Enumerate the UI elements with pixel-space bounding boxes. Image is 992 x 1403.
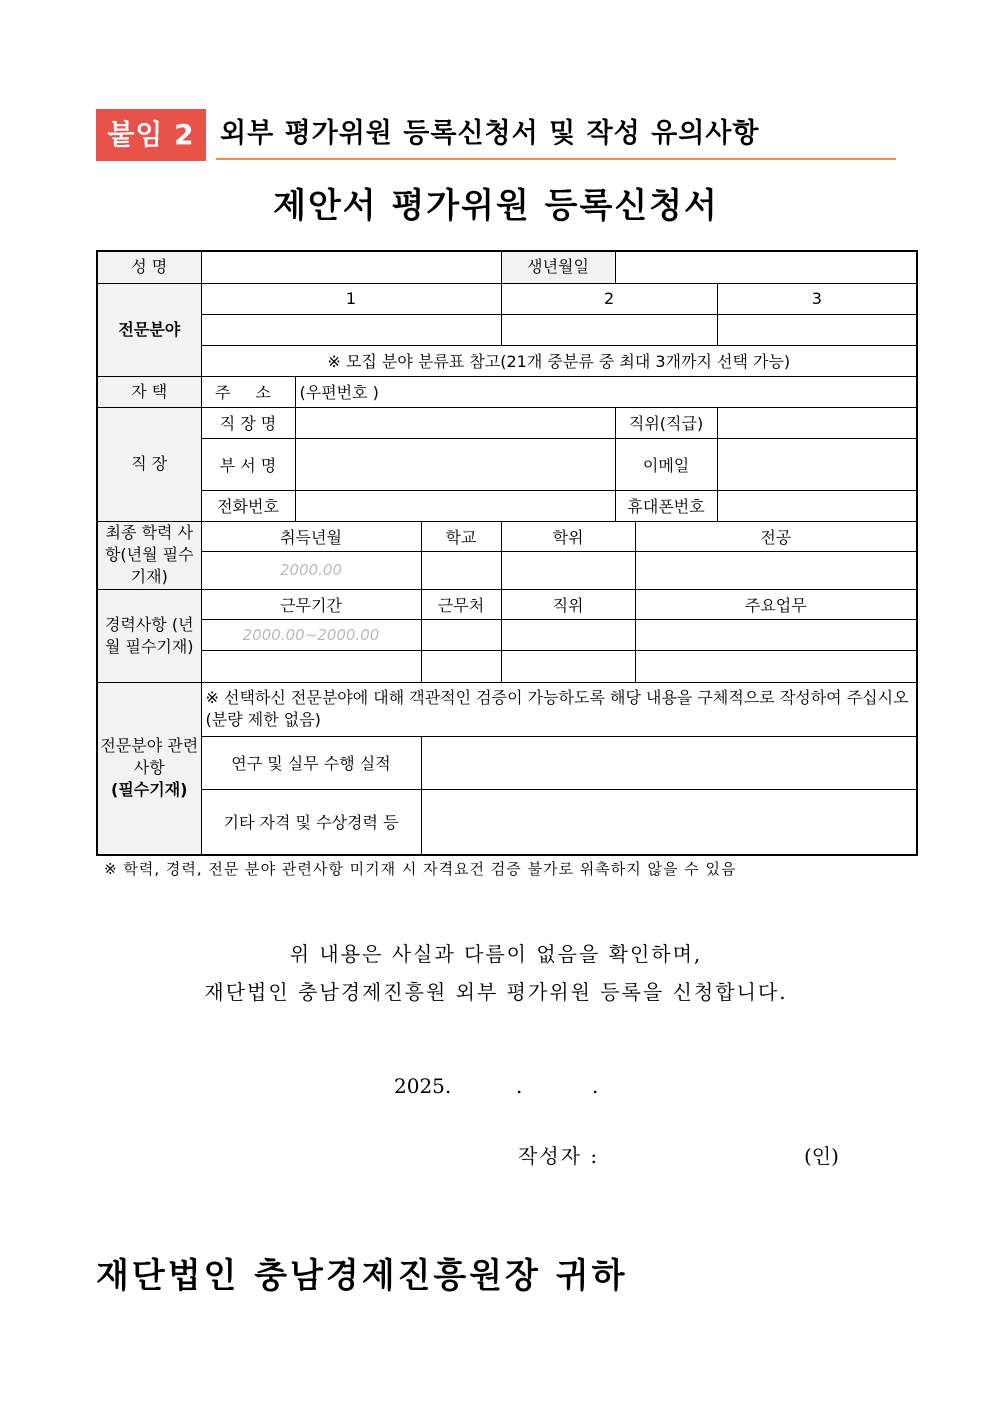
department-row (97, 438, 917, 490)
career-header-period: 근무기간 (201, 589, 421, 619)
specialty-col-3: 3 (717, 283, 917, 314)
career-company-field-2[interactable] (421, 650, 501, 682)
email-field[interactable] (717, 438, 917, 490)
home-row (97, 376, 917, 407)
phone-row (97, 490, 917, 521)
name-row (97, 251, 917, 283)
specialty-col-2: 2 (501, 283, 717, 314)
specialty-field-2[interactable] (501, 314, 717, 345)
career-period-field-2[interactable] (201, 650, 421, 682)
career-input-row-2 (97, 650, 917, 682)
research-field[interactable] (421, 736, 917, 789)
address-label: 주 소 (201, 376, 295, 407)
specialty-col-1: 1 (201, 283, 501, 314)
career-duty-field-1[interactable] (635, 619, 917, 650)
specialty-label: 전문분야 (97, 283, 201, 376)
career-label: 경력사항 (년월 필수기재) (97, 589, 201, 682)
work-label: 직 장 (97, 407, 201, 521)
date-separator-1: . (516, 1074, 523, 1098)
seal-label: (인) (804, 1144, 839, 1168)
phone-field[interactable] (295, 490, 615, 521)
author-label: 작성자 : (518, 1144, 600, 1168)
career-period-field-1[interactable]: 2000.00~2000.00 (201, 619, 421, 650)
mobile-label: 휴대폰번호 (615, 490, 717, 521)
position-field[interactable] (717, 407, 917, 438)
edu-header-school: 학교 (421, 521, 501, 551)
career-position-field-2[interactable] (501, 650, 635, 682)
registration-form-table (96, 250, 918, 856)
edu-header-degree: 학위 (501, 521, 635, 551)
etc-label: 기타 자격 및 수상경력 등 (201, 789, 421, 855)
related-label-required: (필수기재) (111, 780, 188, 800)
workplace-field[interactable] (295, 407, 615, 438)
related-note: ※ 선택하신 전문분야에 대해 객관적인 검증이 가능하도록 해당 내용을 구체적으로 작성하여 주십시오(분량 제한 없음) (201, 682, 917, 736)
related-note-row (97, 682, 917, 736)
birth-label: 생년월일 (501, 251, 615, 283)
mobile-field[interactable] (717, 490, 917, 521)
form-title: 제안서 평가위원 등록신청서 (273, 186, 719, 226)
etc-row (97, 789, 917, 855)
etc-field[interactable] (421, 789, 917, 855)
career-header-row (97, 589, 917, 619)
attachment-badge: 붙임 2 (96, 109, 206, 161)
position-label: 직위(직급) (615, 407, 717, 438)
edu-major-field[interactable] (635, 551, 917, 589)
birth-field[interactable] (615, 251, 917, 283)
home-label: 자 택 (97, 376, 201, 407)
specialty-field-3[interactable] (717, 314, 917, 345)
address-field[interactable]: (우편번호 ) (295, 376, 917, 407)
date-separator-2: . (592, 1074, 599, 1098)
career-header-duty: 주요업무 (635, 589, 917, 619)
research-label: 연구 및 실무 수행 실적 (201, 736, 421, 789)
dept-label: 부 서 명 (201, 438, 295, 490)
education-header-row (97, 521, 917, 551)
workplace-row (97, 407, 917, 438)
edu-degree-field[interactable] (501, 551, 635, 589)
career-input-row-1 (97, 619, 917, 650)
education-label: 최종 학력 사항(년월 필수기재) (97, 521, 201, 589)
career-company-field-1[interactable] (421, 619, 501, 650)
phone-label: 전화번호 (201, 490, 295, 521)
specialty-note: ※ 모집 분야 분류표 참고(21개 중분류 중 최대 3개까지 선택 가능) (201, 345, 917, 376)
related-label (97, 682, 201, 855)
header-underline (216, 158, 896, 160)
edu-header-major: 전공 (635, 521, 917, 551)
career-duty-field-2[interactable] (635, 650, 917, 682)
email-label: 이메일 (615, 438, 717, 490)
career-header-company: 근무처 (421, 589, 501, 619)
declaration-line-1: 위 내용은 사실과 다름이 없음을 확인하며, (289, 942, 703, 966)
edu-header-date: 취득년월 (201, 521, 421, 551)
date-year: 2025. (394, 1074, 452, 1098)
name-field[interactable] (201, 251, 501, 283)
specialty-note-row (97, 345, 917, 376)
research-row (97, 736, 917, 789)
career-position-field-1[interactable] (501, 619, 635, 650)
workplace-label: 직 장 명 (201, 407, 295, 438)
career-header-position: 직위 (501, 589, 635, 619)
name-label: 성 명 (97, 251, 201, 283)
specialty-field-1[interactable] (201, 314, 501, 345)
specialty-header-row (97, 283, 917, 314)
bottom-note: ※ 학력, 경력, 전문 분야 관련사항 미기재 시 자격요건 검증 불가로 위촉하지 않을 수 있음 (104, 860, 737, 878)
edu-date-field[interactable]: 2000.00 (201, 551, 421, 589)
specialty-input-row (97, 314, 917, 345)
edu-school-field[interactable] (421, 551, 501, 589)
related-label-main: 전문분야 관련사항 (100, 736, 199, 778)
education-input-row (97, 551, 917, 589)
attachment-title: 외부 평가위원 등록신청서 및 작성 유의사항 (220, 118, 760, 149)
attachment-header (96, 109, 896, 161)
declaration-line-2: 재단법인 충남경제진흥원 외부 평가위원 등록을 신청합니다. (204, 980, 788, 1004)
addressee: 재단법인 충남경제진흥원장 귀하 (96, 1256, 628, 1296)
dept-field[interactable] (295, 438, 615, 490)
